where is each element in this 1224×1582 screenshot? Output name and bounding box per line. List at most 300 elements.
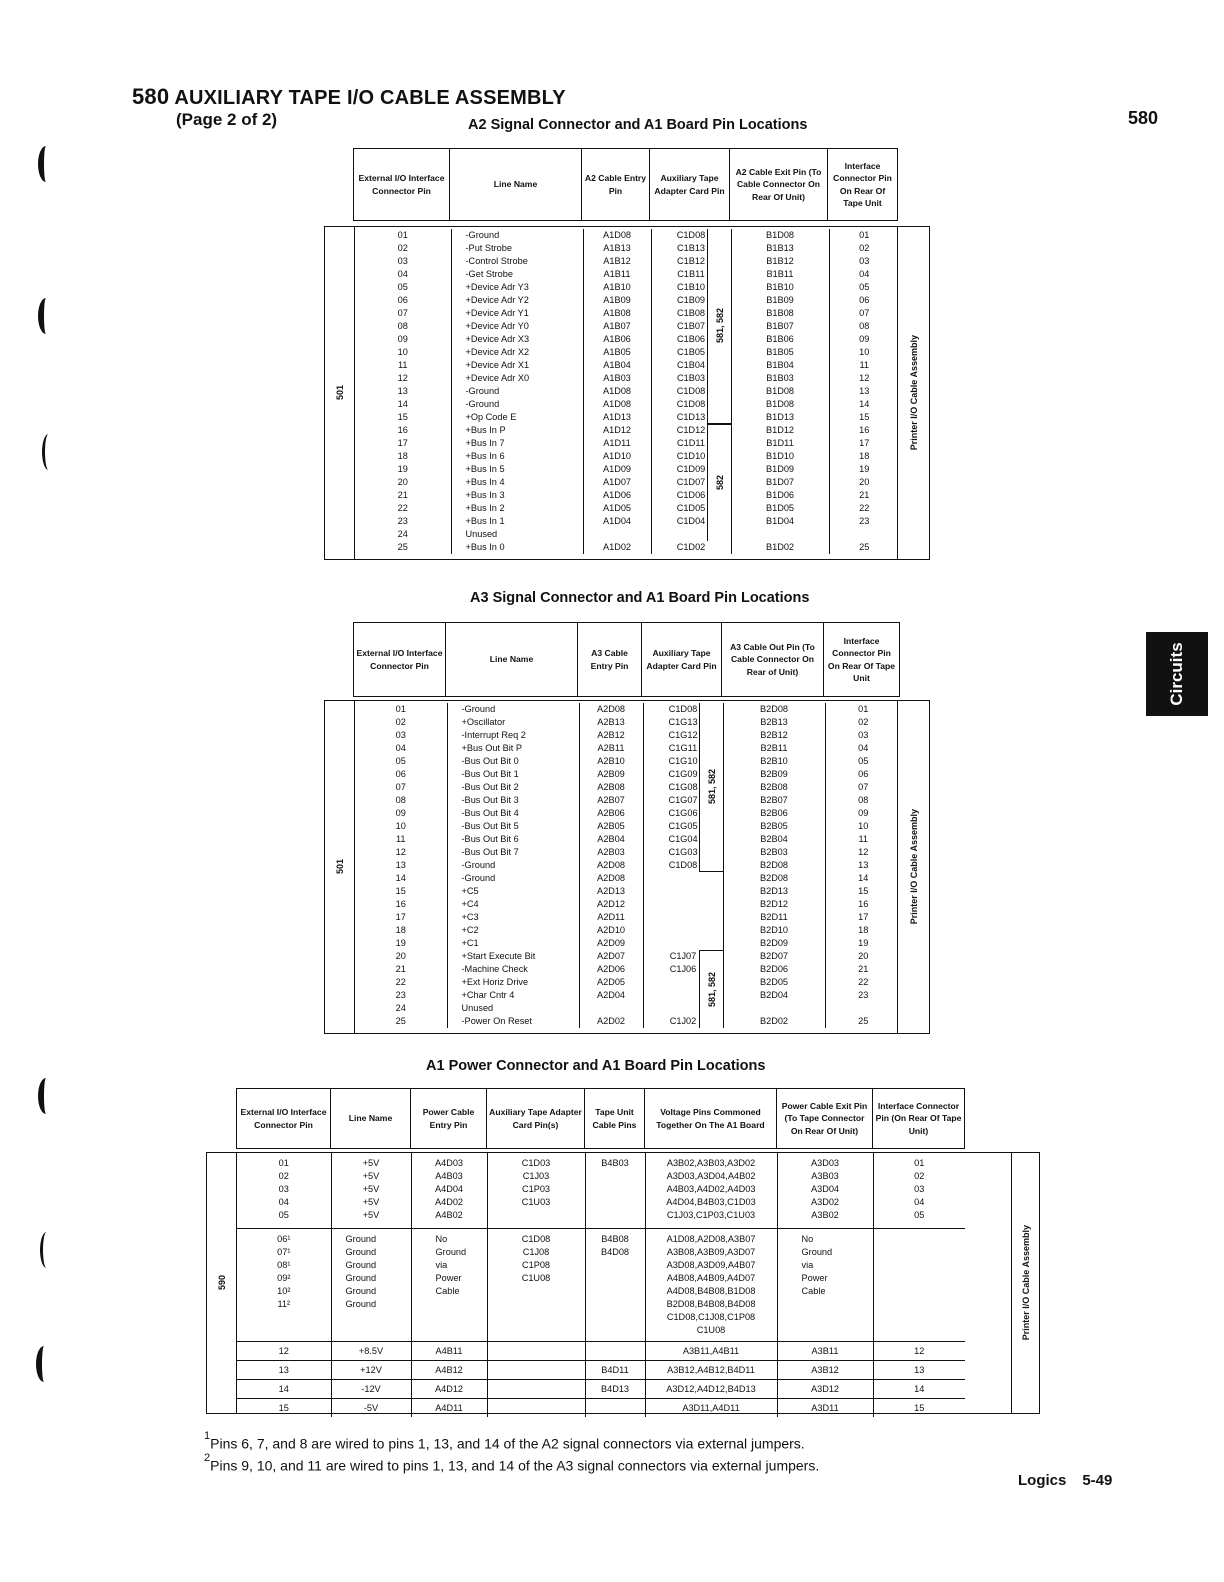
table-row xyxy=(355,885,901,898)
table-cell: 06 xyxy=(395,769,406,779)
table-cell: +Device Adr X2 xyxy=(451,346,583,359)
table-row xyxy=(355,268,899,281)
right-cable-label: Printer I/O Cable Assembly xyxy=(908,809,919,925)
table-cell: A2D07 xyxy=(579,950,643,963)
table-cell: B2D08 xyxy=(723,859,825,872)
table-row xyxy=(355,781,901,794)
table-cell: -Ground xyxy=(451,385,583,398)
table-cell: B1B11 xyxy=(731,268,829,281)
column-header: External I/O Interface Connector Pin xyxy=(354,623,446,697)
table-cell: B1B13 xyxy=(731,242,829,255)
cell-line: 03 xyxy=(278,1184,289,1194)
table-cell: -Interrupt Req 2 xyxy=(447,729,579,742)
table-cell: 19 xyxy=(825,937,901,950)
table-cell: C1J06 xyxy=(643,963,723,976)
table-cell: A3D11,A4D11 xyxy=(645,1399,777,1418)
cell-line: Ground xyxy=(345,1260,377,1270)
table-row xyxy=(355,242,899,255)
table-cell: +Bus In 4 xyxy=(451,476,583,489)
table-cell: C1G09 xyxy=(643,768,723,781)
table-cell: A2D10 xyxy=(579,924,643,937)
table-cell: A1D04 xyxy=(583,515,651,528)
table-row xyxy=(355,307,899,320)
table-row xyxy=(355,963,901,976)
table-cell: 01 xyxy=(397,230,408,240)
table-cell: 06 xyxy=(825,768,901,781)
table-cell: B2D05 xyxy=(723,976,825,989)
table-cell: 19 xyxy=(395,938,406,948)
table-cell: B2D04 xyxy=(723,989,825,1002)
column-header: A3 Cable Entry Pin xyxy=(578,623,642,697)
table-cell: 14 xyxy=(397,399,408,409)
cell-line xyxy=(588,1170,643,1183)
table-cell: A2B08 xyxy=(579,781,643,794)
table-cell: A1B06 xyxy=(583,333,651,346)
cell-line: A4B03,A4D02,A4D03 xyxy=(666,1184,756,1194)
table-cell: A3B11 xyxy=(777,1342,873,1361)
table-cell: 03 xyxy=(825,729,901,742)
table-row xyxy=(355,502,899,515)
table-cell: C1D04 xyxy=(651,515,731,528)
table-cell: A2D08 xyxy=(579,703,643,716)
table-row xyxy=(355,320,899,333)
column-header: Auxiliary Tape Adapter Card Pin xyxy=(650,149,730,221)
table-cell: 25 xyxy=(397,542,408,552)
table-row xyxy=(355,976,901,989)
table-row xyxy=(355,833,901,846)
table-row xyxy=(355,450,899,463)
table-cell: 07 xyxy=(397,308,408,318)
table-cell: -Bus Out Bit 6 xyxy=(447,833,579,846)
table-cell: -Ground xyxy=(451,398,583,411)
table-cell: 09 xyxy=(825,807,901,820)
table-cell: 21 xyxy=(395,964,406,974)
table-cell: A1D11 xyxy=(583,437,651,450)
table-cell: +Bus Out Bit P xyxy=(447,742,579,755)
table-cell: B2B04 xyxy=(723,833,825,846)
table-cell: 11 xyxy=(395,834,406,844)
table-cell: B1B04 xyxy=(731,359,829,372)
table-cell xyxy=(731,528,829,541)
table-row xyxy=(355,541,899,554)
table-cell xyxy=(643,937,723,950)
table-cell: A2B11 xyxy=(579,742,643,755)
column-header: External I/O Interface Connector Pin xyxy=(354,149,450,221)
table-cell: C1B05 xyxy=(651,346,731,359)
table-cell xyxy=(645,1229,777,1342)
table-row xyxy=(355,398,899,411)
table-cell: -Ground xyxy=(447,859,579,872)
table-cell: 13 xyxy=(237,1361,331,1380)
footnote-1: $^1$Pins 6, 7, and 8 are wired to pins 1, 13, and 14 of the A2 signal connectors via external jumpers. xyxy=(204,1430,805,1452)
table-cell: C1G05 xyxy=(643,820,723,833)
table-cell: C1D08 xyxy=(651,229,731,242)
table-cell: 05 xyxy=(397,282,408,292)
table-cell: B1B12 xyxy=(731,255,829,268)
table-cell: B2D11 xyxy=(723,911,825,924)
binder-hole-mark xyxy=(38,146,54,182)
cell-line: C1J08 xyxy=(522,1247,550,1257)
right-cable-label: Printer I/O Cable Assembly xyxy=(1020,1225,1031,1341)
table-row xyxy=(355,476,899,489)
table-cell: B1D10 xyxy=(731,450,829,463)
table-cell: +Device Adr Y3 xyxy=(451,281,583,294)
table-cell: Unused xyxy=(451,528,583,541)
table-cell: +Bus In 7 xyxy=(451,437,583,450)
table-cell: -Bus Out Bit 3 xyxy=(447,794,579,807)
table-a1-title: A1 Power Connector and A1 Board Pin Locations xyxy=(426,1058,766,1074)
column-header: Line Name xyxy=(331,1089,411,1149)
binder-hole-mark xyxy=(42,434,55,470)
table-cell: C1D12 xyxy=(651,424,731,437)
table-cell: +Device Adr Y1 xyxy=(451,307,583,320)
table-row xyxy=(355,742,901,755)
table-cell: A2B13 xyxy=(579,716,643,729)
table-cell: 17 xyxy=(829,437,899,450)
cell-line: +5V xyxy=(362,1210,380,1220)
table-cell: 14 xyxy=(825,872,901,885)
table-cell xyxy=(643,872,723,885)
cell-line: 05 xyxy=(914,1210,925,1220)
table-cell xyxy=(331,1153,411,1229)
table-cell: A2D04 xyxy=(579,989,643,1002)
table-row xyxy=(237,1153,965,1229)
table-cell: A4D11 xyxy=(411,1399,487,1418)
table-cell xyxy=(777,1229,873,1342)
table-cell: 09 xyxy=(829,333,899,346)
table-cell: C1B03 xyxy=(651,372,731,385)
table-cell: -Bus Out Bit 1 xyxy=(447,768,579,781)
table-row xyxy=(237,1361,965,1380)
table-cell: B2D08 xyxy=(723,703,825,716)
table-cell: 01 xyxy=(395,704,406,714)
table-cell: C1D13 xyxy=(651,411,731,424)
table-cell: 18 xyxy=(825,924,901,937)
table-row xyxy=(355,372,899,385)
table-cell: 05 xyxy=(395,756,406,766)
column-header: External I/O Interface Connector Pin xyxy=(237,1089,331,1149)
table-cell: C1D08 xyxy=(643,703,723,716)
table-row xyxy=(355,716,901,729)
page-model-number: 580 xyxy=(1128,108,1159,128)
table-cell: +Bus In 2 xyxy=(451,502,583,515)
cell-line: A4B03 xyxy=(435,1171,463,1181)
column-header: Tape Unit Cable Pins xyxy=(585,1089,645,1149)
table-cell: +Bus In P xyxy=(451,424,583,437)
table-cell: 08 xyxy=(829,320,899,333)
table-row xyxy=(355,281,899,294)
table-cell: +C2 xyxy=(447,924,579,937)
cell-line: 07¹ xyxy=(277,1247,291,1257)
table-cell: B1D09 xyxy=(731,463,829,476)
cell-line: A4D04,B4B03,C1D03 xyxy=(666,1197,756,1207)
table-cell: -Bus Out Bit 0 xyxy=(447,755,579,768)
table-cell: A1B11 xyxy=(583,268,651,281)
table-row xyxy=(355,229,899,242)
column-header: A2 Cable Exit Pin (To Cable Connector On Rear Of Unit) xyxy=(730,149,828,221)
table-cell: 02 xyxy=(829,242,899,255)
column-header: A3 Cable Out Pin (To Cable Connector On Rear of Unit) xyxy=(722,623,824,697)
table-cell: 17 xyxy=(825,911,901,924)
table-cell: B4D13 xyxy=(585,1380,645,1399)
table-cell: 24 xyxy=(395,1003,406,1013)
table-row xyxy=(237,1229,965,1342)
table-cell: 12 xyxy=(395,847,406,857)
table-cell: A1D13 xyxy=(583,411,651,424)
table-cell: C1B13 xyxy=(651,242,731,255)
table-row xyxy=(355,989,901,1002)
table-cell xyxy=(487,1229,585,1342)
table-a2-title: A2 Signal Connector and A1 Board Pin Locations xyxy=(468,117,808,133)
table-cell xyxy=(585,1342,645,1361)
table-row xyxy=(355,424,899,437)
cell-line: A3D04 xyxy=(810,1184,840,1194)
cell-line: 01 xyxy=(278,1158,289,1168)
cell-line: A3B02 xyxy=(811,1210,839,1220)
table-cell: 12 xyxy=(825,846,901,859)
table-row xyxy=(355,359,899,372)
table-cell: -Ground xyxy=(451,229,583,242)
table-cell: +Device Adr X3 xyxy=(451,333,583,346)
cell-line: A4D08,B4B08,B1D08 xyxy=(666,1286,756,1296)
page-subtitle: (Page 2 of 2) xyxy=(176,110,278,129)
column-header: Auxiliary Tape Adapter Card Pin xyxy=(642,623,722,697)
table-cell: B1D11 xyxy=(731,437,829,450)
cell-line: 01 xyxy=(914,1158,925,1168)
cell-line: Power xyxy=(435,1273,462,1283)
card-group-label: 581, 582 xyxy=(706,769,717,805)
table-cell: 05 xyxy=(829,281,899,294)
table-cell: +Start Execute Bit xyxy=(447,950,579,963)
table-cell: 20 xyxy=(395,951,406,961)
table-cell: 01 xyxy=(829,229,899,242)
table-cell: 17 xyxy=(395,912,406,922)
table-cell xyxy=(825,1002,901,1015)
table-cell: C1G13 xyxy=(643,716,723,729)
cell-line xyxy=(588,1183,643,1196)
column-header: Interface Connector Pin On Rear Of Tape Unit xyxy=(824,623,900,697)
table-cell: 21 xyxy=(829,489,899,502)
table-cell: A2D11 xyxy=(579,911,643,924)
cell-line: C1P03 xyxy=(521,1184,551,1194)
table-cell: B2B12 xyxy=(723,729,825,742)
cell-line: C1U08 xyxy=(521,1273,551,1283)
table-cell: A1B08 xyxy=(583,307,651,320)
table-cell: 21 xyxy=(825,963,901,976)
table-cell xyxy=(331,1229,411,1342)
table-cell: C1D08 xyxy=(651,385,731,398)
cell-line: No xyxy=(801,1234,814,1244)
cell-line: C1U08 xyxy=(696,1325,726,1335)
table-cell: A1D09 xyxy=(583,463,651,476)
table-cell: B2B08 xyxy=(723,781,825,794)
table-cell xyxy=(237,1229,331,1342)
table-cell: 16 xyxy=(829,424,899,437)
table-cell: C1B12 xyxy=(651,255,731,268)
table-cell: B1B06 xyxy=(731,333,829,346)
cell-line: A3D03,A3D04,A4B02 xyxy=(666,1171,756,1181)
column-header: Interface Connector Pin On Rear Of Tape Unit xyxy=(828,149,898,221)
table-cell: 04 xyxy=(395,743,406,753)
table-cell: +Char Cntr 4 xyxy=(447,989,579,1002)
table-row xyxy=(355,924,901,937)
table-cell: C1D08 xyxy=(643,859,723,872)
table-cell: C1B07 xyxy=(651,320,731,333)
section-tab: Circuits xyxy=(1146,632,1208,716)
table-cell: +Device Adr Y2 xyxy=(451,294,583,307)
table-cell: C1G06 xyxy=(643,807,723,820)
table-cell: 23 xyxy=(825,989,901,1002)
table-cell: 18 xyxy=(829,450,899,463)
table-cell: C1D09 xyxy=(651,463,731,476)
table-cell: C1G12 xyxy=(643,729,723,742)
table-cell: A2B07 xyxy=(579,794,643,807)
table-row xyxy=(355,807,901,820)
table-cell: B1D07 xyxy=(731,476,829,489)
table-cell: 21 xyxy=(397,490,408,500)
table-cell: A2D08 xyxy=(579,872,643,885)
table-cell: A1D05 xyxy=(583,502,651,515)
table-cell: 18 xyxy=(397,451,408,461)
table-cell xyxy=(777,1153,873,1229)
column-header: A2 Cable Entry Pin xyxy=(582,149,650,221)
table-cell: A2D05 xyxy=(579,976,643,989)
table-cell: A1D06 xyxy=(583,489,651,502)
cell-line: Ground xyxy=(801,1247,833,1257)
table-cell: A2D08 xyxy=(579,859,643,872)
table-row xyxy=(355,859,901,872)
table-cell: C1D07 xyxy=(651,476,731,489)
table-cell: 14 xyxy=(829,398,899,411)
table-cell: +Device Adr Y0 xyxy=(451,320,583,333)
table-cell: A2B12 xyxy=(579,729,643,742)
cell-line: A3D03 xyxy=(810,1158,840,1168)
table-cell: A1B03 xyxy=(583,372,651,385)
table-cell: -Bus Out Bit 7 xyxy=(447,846,579,859)
table-row xyxy=(237,1380,965,1399)
table-cell: 20 xyxy=(829,476,899,489)
cell-line: A3B03 xyxy=(811,1171,839,1181)
table-a3-title: A3 Signal Connector and A1 Board Pin Locations xyxy=(470,590,810,606)
table-cell: C1D11 xyxy=(651,437,731,450)
table-cell xyxy=(579,1002,643,1015)
table-cell: A4B11 xyxy=(411,1342,487,1361)
table-row xyxy=(355,937,901,950)
table-cell: +Bus In 5 xyxy=(451,463,583,476)
table-cell: B2B11 xyxy=(723,742,825,755)
table-cell: A2B09 xyxy=(579,768,643,781)
cell-line: No xyxy=(435,1234,448,1244)
table-cell xyxy=(583,528,651,541)
cell-line: B4D08 xyxy=(600,1247,630,1257)
table-cell: -Ground xyxy=(447,872,579,885)
table-cell: 08 xyxy=(825,794,901,807)
table-cell: A2D02 xyxy=(579,1015,643,1028)
cell-line: C1J03 xyxy=(522,1171,550,1181)
table-cell: +Bus In 6 xyxy=(451,450,583,463)
table-cell: 07 xyxy=(395,782,406,792)
table-cell: 02 xyxy=(397,243,408,253)
table-cell: 17 xyxy=(397,438,408,448)
table-cell: B1D02 xyxy=(731,541,829,554)
cell-line: Ground xyxy=(435,1247,467,1257)
table-cell: 03 xyxy=(397,256,408,266)
table-cell: 11 xyxy=(397,360,408,370)
table-cell: 13 xyxy=(397,386,408,396)
table-cell: +C4 xyxy=(447,898,579,911)
table-cell: 14 xyxy=(873,1380,965,1399)
table-cell: B2D12 xyxy=(723,898,825,911)
table-cell: B1B03 xyxy=(731,372,829,385)
cell-line: A1D08,A2D08,A3B07 xyxy=(666,1234,756,1244)
table-cell xyxy=(829,528,899,541)
table-cell: 04 xyxy=(397,269,408,279)
cell-line: A3D02 xyxy=(810,1197,840,1207)
cell-line: Cable xyxy=(801,1286,826,1296)
table-row xyxy=(355,898,901,911)
binder-hole-mark xyxy=(36,1346,52,1382)
table-cell: B2D02 xyxy=(723,1015,825,1028)
table-cell: -Bus Out Bit 2 xyxy=(447,781,579,794)
table-cell: A1D08 xyxy=(583,398,651,411)
binder-hole-mark xyxy=(40,1232,53,1268)
table-cell: B2B10 xyxy=(723,755,825,768)
cell-line: C1D08 xyxy=(521,1234,551,1244)
table-cell: C1D02 xyxy=(651,541,731,554)
table-cell: B1D06 xyxy=(731,489,829,502)
table-row xyxy=(355,437,899,450)
table-cell: B1D04 xyxy=(731,515,829,528)
table-row xyxy=(355,515,899,528)
table-cell: A1D12 xyxy=(583,424,651,437)
table-row xyxy=(355,1002,901,1015)
column-header: Line Name xyxy=(450,149,582,221)
table-cell: A3D11 xyxy=(777,1399,873,1418)
binder-hole-mark xyxy=(38,298,54,334)
table-cell: 08 xyxy=(397,321,408,331)
cell-line: A3B02,A3B03,A3D02 xyxy=(666,1158,756,1168)
table-cell: 15 xyxy=(873,1399,965,1418)
table-cell: A1B04 xyxy=(583,359,651,372)
table-cell: +C3 xyxy=(447,911,579,924)
table-cell: B2B05 xyxy=(723,820,825,833)
table-cell: A2D12 xyxy=(579,898,643,911)
table-cell: 19 xyxy=(829,463,899,476)
table-row xyxy=(355,411,899,424)
table-row xyxy=(355,703,901,716)
left-cable-label: 501 xyxy=(334,859,345,875)
table-cell: A1B07 xyxy=(583,320,651,333)
table-cell: B1B10 xyxy=(731,281,829,294)
table-cell: C1B04 xyxy=(651,359,731,372)
table-row xyxy=(355,820,901,833)
table-cell: +Device Adr X1 xyxy=(451,359,583,372)
table-cell: B1B08 xyxy=(731,307,829,320)
table-cell: 15 xyxy=(397,412,408,422)
table-cell: 23 xyxy=(395,990,406,1000)
cell-line: 05 xyxy=(278,1210,289,1220)
cell-line: Power xyxy=(801,1273,828,1283)
table-cell: B1D05 xyxy=(731,502,829,515)
table-cell: 22 xyxy=(829,502,899,515)
table-cell xyxy=(487,1342,585,1361)
table-cell: 20 xyxy=(397,477,408,487)
table-cell: -Power On Reset xyxy=(447,1015,579,1028)
table-cell: -Get Strobe xyxy=(451,268,583,281)
column-header: Auxiliary Tape Adapter Card Pin(s) xyxy=(487,1089,585,1149)
table-cell xyxy=(585,1229,645,1342)
table-cell: 12 xyxy=(397,373,408,383)
